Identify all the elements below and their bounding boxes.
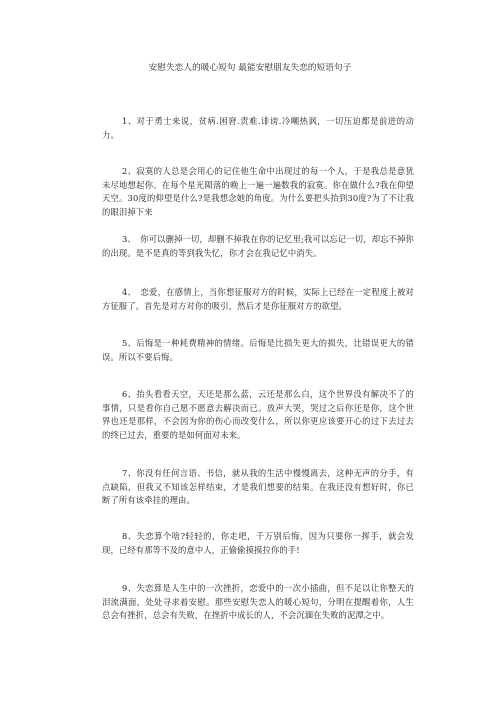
paragraph-8: 8、失恋算个啥?轻轻的，你走吧，千万别后悔，因为只要你一挥手，就会发现，已经有那等不及的意中人，正偷偷摸摸拉你的手! xyxy=(102,531,414,555)
paragraph-6: 6、抬头看看天空，天还是那么蓝，云还是那么白，这个世界没有解决不了的事情，只是看你自己愿不愿意去解决而已。放声大哭，哭过之后你还是你，这个世界也还是那样，不会因为你的伤心而改变什么，所以你更应该要开心的过下去过去的终已过去，重要的是如何面对未来。 xyxy=(102,389,414,440)
paragraph-3: 3、 你可以删掉一切，却删不掉我在你的记忆里;我可以忘记一切，却忘不掉你的出现。是不是真的等到我失忆，你才会在我记忆中消失。 xyxy=(102,234,414,258)
document-title: 安慰失恋人的暖心短句 最能安慰朋友失恋的短语句子 xyxy=(148,63,352,73)
paragraph-5: 5、后悔是一种耗费精神的情绪。后悔是比损失更大的损失，比错误更大的错误。所以不要后悔。 xyxy=(102,338,414,362)
paragraph-7: 7、你没有任何言语、书信，就从我的生活中慢慢离去，这种无声的分手，有点缺陷，但我又不知该怎样结束，才是我们想要的结果。在我还没有想好时，你已断了所有该牵挂的理由。 xyxy=(102,468,414,506)
paragraph-9: 9、失恋算是人生中的一次挫折，恋爱中的一次小插曲，但不足以让你整天的泪流满面，处处寻求着安慰。那些安慰失恋人的暖心短句，分明在提醒着你，人生总会有挫折，总会有失败，在挫折中成长的人，不会沉湎在失败的泥潭之中。 xyxy=(102,583,414,621)
paragraph-2: 2、寂寞的人总是会用心的记住他生命中出现过的每一个人，于是我总是意犹未尽地想起你。在每个星光陨落的晚上一遍一遍数我的寂寞。你在做什么?我在仰望天空。30度的仰望是什么?是我想念她的角度。为什么要把头抬到30度?为了不让我的眼泪掉下来 xyxy=(102,166,414,217)
paragraph-1: 1、对于勇士来说，贫病.困窘.责难.诽谤.冷嘲热讽，一切压迫都是前进的动力。 xyxy=(102,116,414,140)
paragraph-4: 4、 恋爱，在感情上，当你想征服对方的时候，实际上已经在一定程度上被对方征服了。首先是对方对你的吸引，然后才是你征服对方的欲望。 xyxy=(102,287,414,311)
